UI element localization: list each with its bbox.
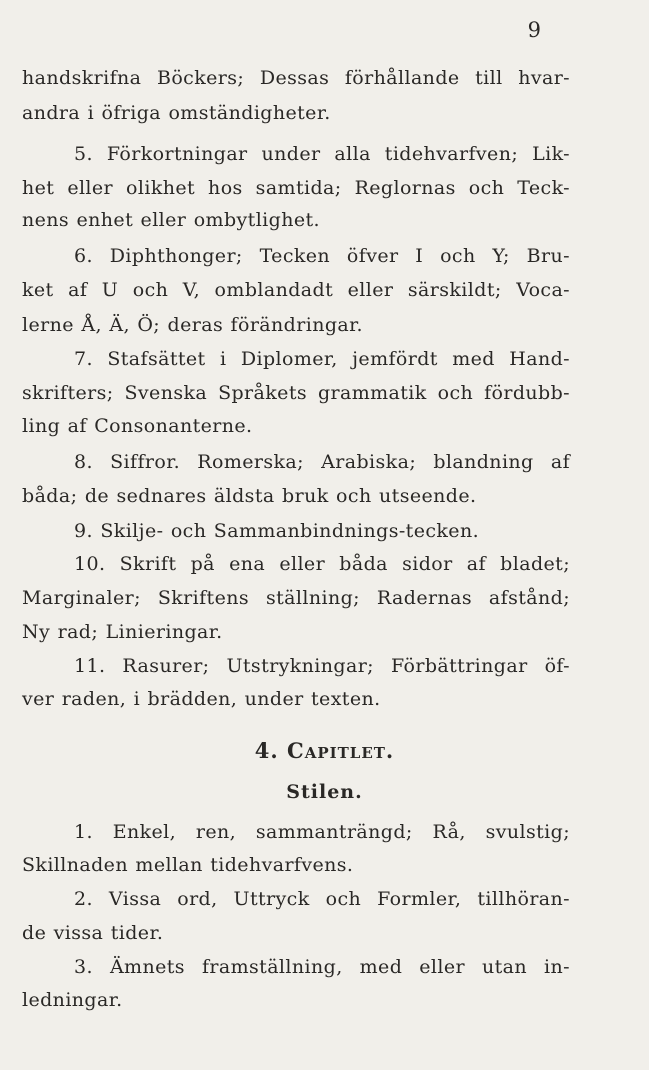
list-item-line: 11. Rasurer; Utstrykningar; Förbättringar öf- [74, 655, 570, 677]
chapter-heading [0, 738, 649, 763]
text-line: andra i öfriga omständigheter. [22, 102, 331, 124]
list-item-line: 3. Ämnets framställning, med eller utan in- [74, 956, 570, 978]
list-item-line: 7. Stafsättet i Diplomer, jemfördt med Hand- [74, 348, 570, 370]
list-item-line: 2. Vissa ord, Uttryck och Formler, tillhöran- [74, 888, 570, 910]
chapter-subtitle: Stilen. [286, 781, 363, 803]
list-item-line: 6. Diphthonger; Tecken öfver I och Y; Bru- [74, 245, 570, 267]
list-item-line: Marginaler; Skriftens ställning; Radernas afstånd; [22, 587, 570, 609]
list-item-line: Skillnaden mellan tidehvarfvens. [22, 854, 354, 876]
list-item-line: ket af U och V, omblandadt eller särskildt; Voca- [22, 279, 570, 301]
list-item-line: skrifters; Svenska Språkets grammatik och fördubb- [22, 382, 570, 404]
list-item-line: ver raden, i brädden, under texten. [22, 688, 381, 710]
list-item-line: nens enhet eller ombytlighet. [22, 209, 320, 231]
list-item-line: 5. Förkortningar under alla tidehvarfven; Lik- [74, 143, 570, 165]
list-item-line: 10. Skrift på ena eller båda sidor af bladet; [74, 553, 570, 575]
list-item-line: het eller olikhet hos samtida; Reglornas och Teck- [22, 177, 570, 199]
chapter-number: 4. [254, 738, 279, 763]
chapter-title: Capitlet. [286, 738, 395, 763]
list-item-line: 9. Skilje- och Sammanbindnings-tecken. [74, 520, 480, 542]
list-item-line: lerne Å, Ä, Ö; deras förändringar. [22, 314, 363, 336]
list-item-line: båda; de sednares äldsta bruk och utseende. [22, 485, 477, 507]
list-item-line: 1. Enkel, ren, sammanträngd; Rå, svulstig; [74, 821, 570, 843]
list-item-line: de vissa tider. [22, 922, 164, 944]
list-item-line: 8. Siffror. Romerska; Arabiska; blandning af [74, 451, 570, 473]
list-item-line: ling af Consonanterne. [22, 415, 253, 437]
list-item-line: ledningar. [22, 989, 123, 1011]
page-number: 9 [527, 18, 541, 42]
text-line: handskrifna Böckers; Dessas förhållande till hvar- [22, 67, 570, 89]
list-item-line: Ny rad; Linieringar. [22, 621, 223, 643]
